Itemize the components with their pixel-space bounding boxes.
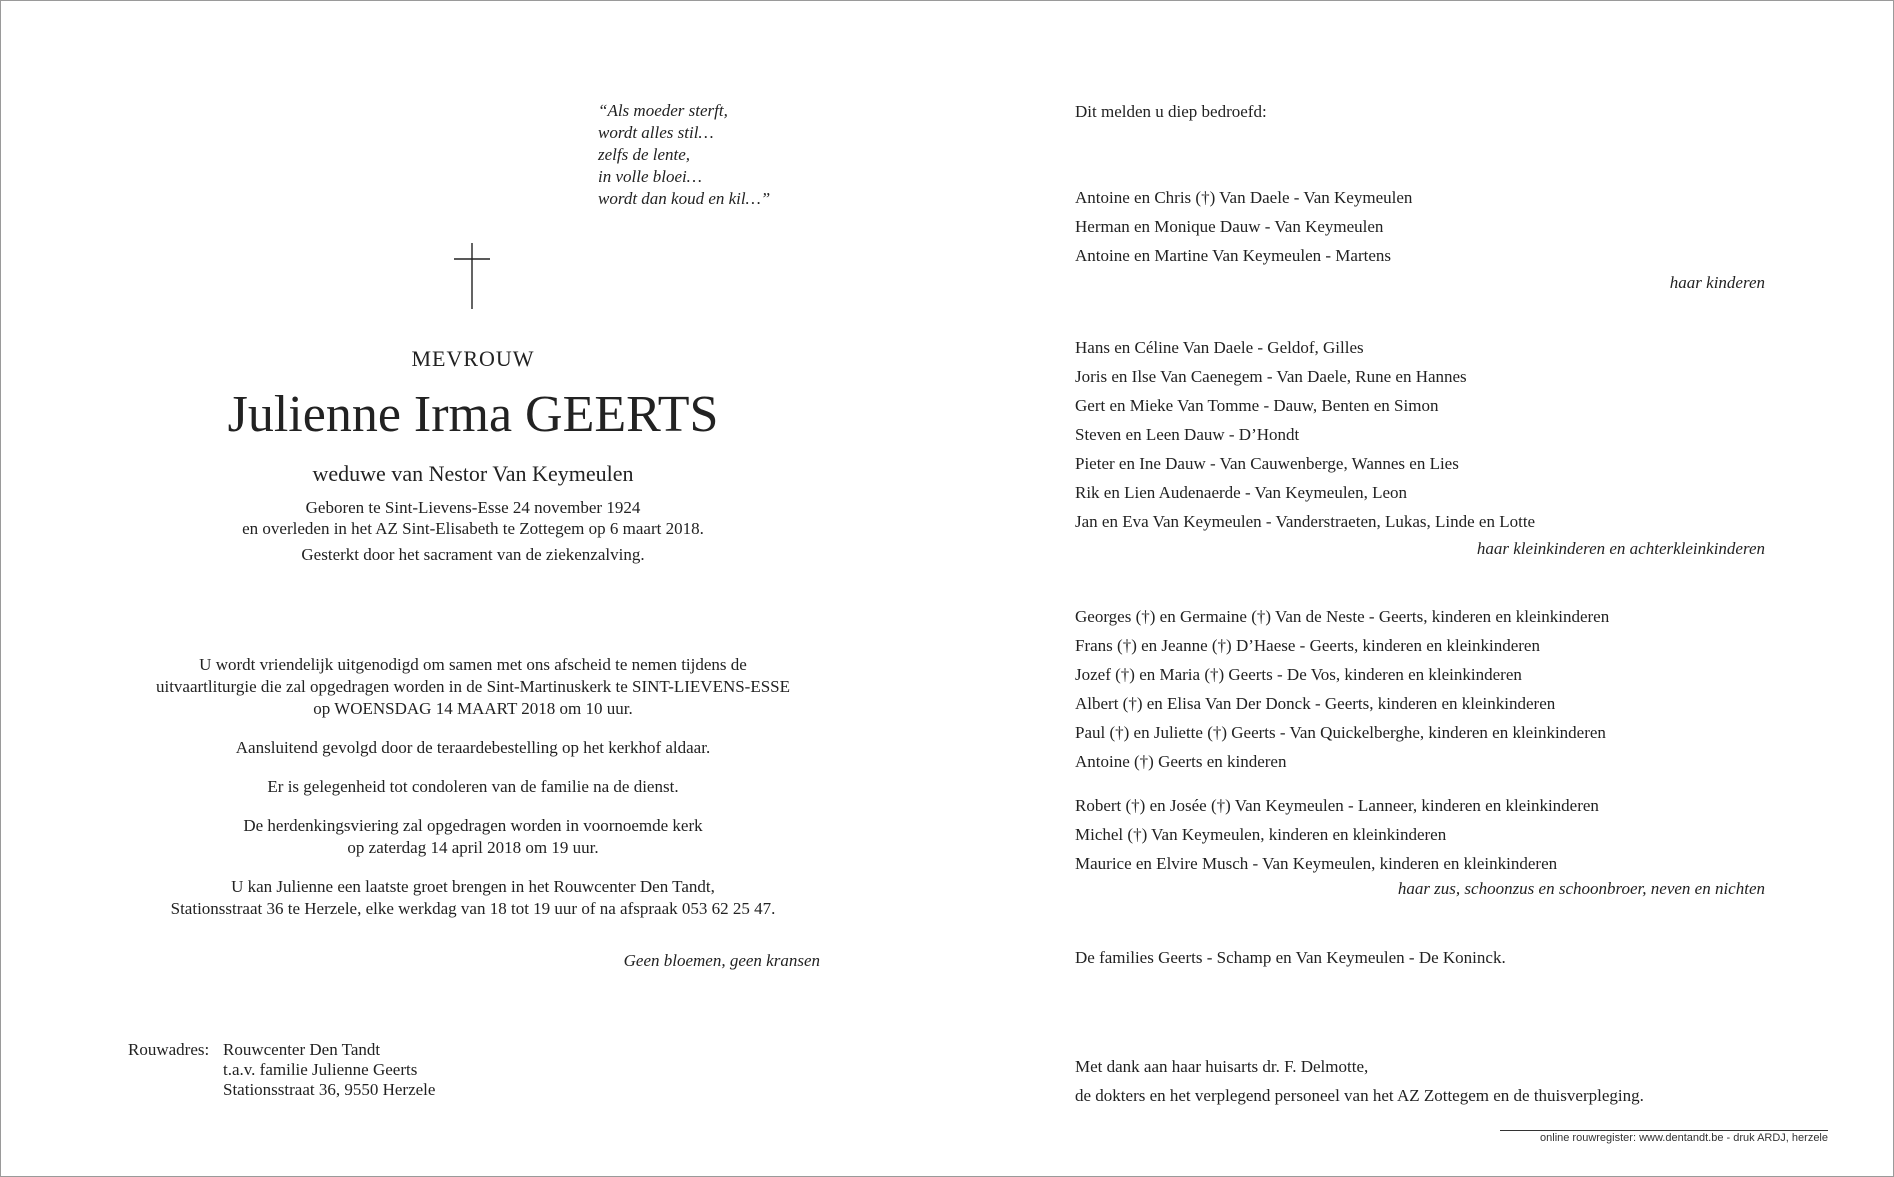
poem-line: wordt alles stil… [598, 123, 714, 142]
mourning-address [128, 1040, 435, 1100]
death-line: en overleden in het AZ Sint-Elisabeth te Zottegem op 6 maart 2018. [242, 519, 704, 538]
poem-line: zelfs de lente, [598, 145, 691, 164]
salutation: MEVROUW [411, 346, 535, 371]
list-item: Maurice en Elvire Musch - Van Keymeulen, kinderen en kleinkinderen [1075, 854, 1558, 873]
announcement-intro: Dit melden u diep bedroefd: [1075, 102, 1267, 121]
latin-cross-icon [452, 243, 492, 309]
address-line: t.a.v. familie Julienne Geerts [223, 1060, 418, 1079]
list-item: Jozef (†) en Maria (†) Geerts - De Vos, kinderen en kleinkinderen [1075, 665, 1522, 684]
list-item: Antoine en Chris (†) Van Daele - Van Keymeulen [1075, 188, 1413, 207]
condolences-paragraph: Er is gelegenheid tot condoleren van de familie na de dienst. [267, 777, 679, 796]
invitation-line: U wordt vriendelijk uitgenodigd om samen met ons afscheid te nemen tijdens de [199, 655, 747, 674]
list-item: Joris en Ilse Van Caenegem - Van Daele, Rune en Hannes [1075, 367, 1467, 386]
list-item: Gert en Mieke Van Tomme - Dauw, Benten en Simon [1075, 396, 1439, 415]
families-line: De families Geerts - Schamp en Van Keymeulen - De Koninck. [1075, 948, 1506, 967]
funeral-details [0, 654, 946, 937]
list-item: Rik en Lien Audenaerde - Van Keymeulen, Leon [1075, 483, 1408, 502]
footer-rule [1500, 1130, 1828, 1131]
invitation-line: op WOENSDAG 14 MAART 2018 om 10 uur. [313, 699, 633, 718]
poem [598, 100, 770, 210]
remembrance-line: De herdenkingsviering zal opgedragen worden in voornoemde kerk [243, 816, 703, 835]
list-item: Jan en Eva Van Keymeulen - Vanderstraeten, Lukas, Linde en Lotte [1075, 512, 1536, 531]
list-item: Herman en Monique Dauw - Van Keymeulen [1075, 217, 1384, 236]
list-item: Antoine en Martine Van Keymeulen - Martens [1075, 246, 1391, 265]
visit-line: U kan Julienne een laatste groet brengen in het Rouwcenter Den Tandt, [231, 877, 715, 896]
address-line: Rouwcenter Den Tandt [223, 1040, 381, 1059]
siblings-geerts-list [1075, 602, 1609, 776]
poem-line: in volle bloei… [598, 167, 702, 186]
list-item: Paul (†) en Juliette (†) Geerts - Van Quickelberghe, kinderen en kleinkinderen [1075, 723, 1606, 742]
list-item: Hans en Céline Van Daele - Geldof, Gilles [1075, 338, 1364, 357]
thanks-note [1075, 1052, 1644, 1110]
visit-line: Stationsstraat 36 te Herzele, elke werkdag van 18 tot 19 uur of na afspraak 053 62 25 47. [170, 899, 776, 918]
poem-line: wordt dan koud en kil…” [598, 189, 771, 208]
remembrance-line: op zaterdag 14 april 2018 om 19 uur. [347, 838, 599, 857]
thanks-line: de dokters en het verplegend personeel van het AZ Zottegem en de thuisverpleging. [1075, 1086, 1644, 1105]
birth-line: Geboren te Sint-Lievens-Esse 24 november 1924 [305, 498, 641, 517]
list-item: Robert (†) en Josée (†) Van Keymeulen - Lanneer, kinderen en kleinkinderen [1075, 796, 1599, 815]
siblings-relation-label: haar zus, schoonzus en schoonbroer, neven en nichten [1397, 879, 1765, 898]
burial-paragraph: Aansluitend gevolgd door de teraardebestelling op het kerkhof aldaar. [235, 738, 711, 757]
mourning-address-label: Rouwadres: [128, 1040, 210, 1059]
grandchildren-relation-label: haar kleinkinderen en achterkleinkinderen [1476, 539, 1765, 558]
thanks-line: Met dank aan haar huisarts dr. F. Delmotte, [1075, 1057, 1369, 1076]
invitation-paragraph [0, 654, 946, 720]
children-relation-label: haar kinderen [1669, 273, 1765, 292]
list-item: Georges (†) en Germaine (†) Van de Neste - Geerts, kinderen en kleinkinderen [1075, 607, 1610, 626]
no-flowers-note: Geen bloemen, geen kransen [623, 951, 820, 970]
siblings-vankeymeulen-list [1075, 791, 1599, 878]
children-list [1075, 183, 1412, 270]
birth-death-info [0, 497, 946, 539]
grandchildren-list [1075, 333, 1535, 536]
poem-line: “Als moeder sterft, [598, 101, 728, 120]
list-item: Albert (†) en Elisa Van Der Donck - Geerts, kinderen en kleinkinderen [1075, 694, 1556, 713]
deceased-name: Julienne Irma GEERTS [227, 386, 719, 443]
visit-paragraph [0, 876, 946, 920]
widow-of: weduwe van Nestor Van Keymeulen [312, 461, 634, 486]
list-item: Steven en Leen Dauw - D’Hondt [1075, 425, 1300, 444]
address-line: Stationsstraat 36, 9550 Herzele [223, 1080, 436, 1099]
list-item: Antoine (†) Geerts en kinderen [1075, 752, 1287, 771]
sacrament-line: Gesterkt door het sacrament van de ziekenzalving. [301, 545, 645, 564]
list-item: Frans (†) en Jeanne (†) D’Haese - Geerts, kinderen en kleinkinderen [1075, 636, 1540, 655]
printer-credit: online rouwregister: www.dentandt.be - druk ARDJ, herzele [1540, 1132, 1828, 1144]
remembrance-paragraph [0, 815, 946, 859]
list-item: Pieter en Ine Dauw - Van Cauwenberge, Wannes en Lies [1075, 454, 1459, 473]
list-item: Michel (†) Van Keymeulen, kinderen en kleinkinderen [1075, 825, 1447, 844]
invitation-line: uitvaartliturgie die zal opgedragen worden in de Sint-Martinuskerk te SINT-LIEVENS-ESSE [155, 677, 791, 696]
